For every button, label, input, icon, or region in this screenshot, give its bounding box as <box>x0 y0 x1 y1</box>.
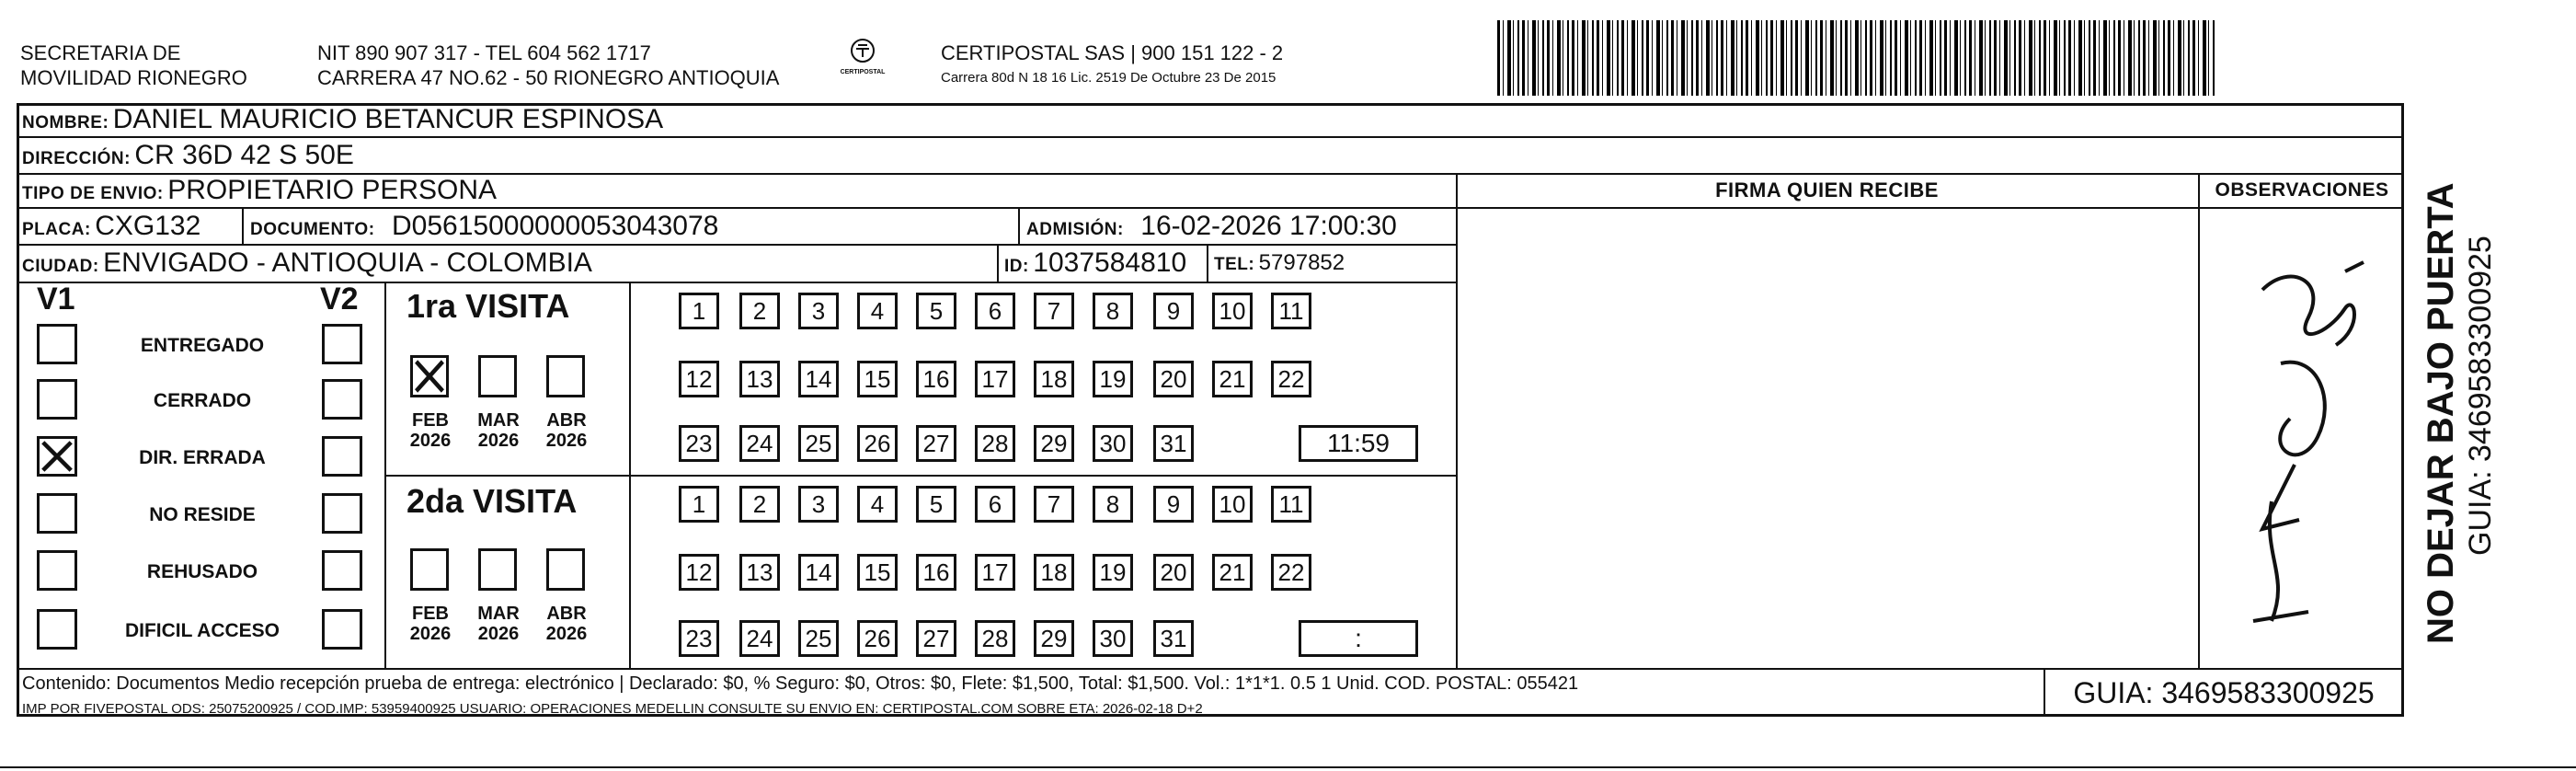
v1-checkbox-6[interactable] <box>37 609 77 650</box>
visit2-day-7[interactable]: 7 <box>1034 486 1074 523</box>
v2-checkbox-3[interactable] <box>322 436 362 477</box>
documento-cell <box>250 208 718 244</box>
visit1-day-16[interactable]: 16 <box>916 361 956 397</box>
visit2-month-mar-label: MAR 2026 <box>477 604 520 644</box>
issuer-line2: MOVILIDAD RIONEGRO <box>20 66 247 89</box>
v1-label: V1 <box>37 282 75 316</box>
visit2-day-21[interactable]: 21 <box>1212 554 1253 591</box>
visit1-day-5[interactable]: 5 <box>916 293 956 329</box>
visit1-day-22[interactable]: 22 <box>1271 361 1311 397</box>
visit2-day-5[interactable]: 5 <box>916 486 956 523</box>
visit2-day-18[interactable]: 18 <box>1034 554 1074 591</box>
placa-value: CXG132 <box>95 211 201 241</box>
nombre-label: NOMBRE: <box>22 113 109 132</box>
visit1-time-field[interactable]: 11:59 <box>1299 425 1418 462</box>
visit2-day-2[interactable]: 2 <box>739 486 780 523</box>
nit-line: NIT 890 907 317 - TEL 604 562 1717 <box>317 41 651 64</box>
visit1-day-26[interactable]: 26 <box>857 425 898 462</box>
visit1-month-feb-label: FEB 2026 <box>409 410 452 451</box>
visit1-day-17[interactable]: 17 <box>975 361 1015 397</box>
nombre-value: DANIEL MAURICIO BETANCUR ESPINOSA <box>112 104 664 134</box>
tel-cell <box>1214 245 1345 282</box>
status-label-4: NO RESIDE <box>149 504 256 525</box>
visit2-day-24[interactable]: 24 <box>739 620 780 657</box>
visit1-day-20[interactable]: 20 <box>1153 361 1194 397</box>
visit2-day-19[interactable]: 19 <box>1093 554 1133 591</box>
visit1-day-11[interactable]: 11 <box>1271 293 1311 329</box>
courier-info <box>941 40 1283 86</box>
issuer-name <box>20 40 247 90</box>
visit1-day-4[interactable]: 4 <box>857 293 898 329</box>
v2-label: V2 <box>320 282 359 316</box>
visit2-day-4[interactable]: 4 <box>857 486 898 523</box>
visit1-day-10[interactable]: 10 <box>1212 293 1253 329</box>
v1-checkbox-1[interactable] <box>37 324 77 364</box>
id-value: 1037584810 <box>1033 247 1187 278</box>
side-guia: GUIA: 3469583300925 <box>2463 236 2498 556</box>
visit1-day-12[interactable]: 12 <box>679 361 719 397</box>
visit1-day-23[interactable]: 23 <box>679 425 719 462</box>
footer-contenido: Contenido: Documentos Medio recepción prueba de entrega: electrónico | Declarado: $0, % Seguro: $0, Otros: $0, Flete: $1,500, Total: $1,500. Vol.: 1*1*1. 0.5 1 Unid. COD. POSTAL: 055421 <box>22 673 1579 694</box>
visit2-day-16[interactable]: 16 <box>916 554 956 591</box>
tipo-envio-row <box>22 174 497 207</box>
firma-header <box>1456 174 2198 207</box>
visit1-day-30[interactable]: 30 <box>1093 425 1133 462</box>
admision-value: 16-02-2026 17:00:30 <box>1140 211 1397 241</box>
v1-checkbox-5[interactable] <box>37 550 77 591</box>
admision-label: ADMISIÓN: <box>1026 220 1124 239</box>
placa-label: PLACA: <box>22 220 91 239</box>
visit2-day-26[interactable]: 26 <box>857 620 898 657</box>
visit2-month-abr-checkbox[interactable] <box>546 548 585 591</box>
courier-line: CERTIPOSTAL SAS | 900 151 122 - 2 <box>941 41 1284 64</box>
visit2-day-11[interactable]: 11 <box>1271 486 1311 523</box>
id-cell <box>1004 245 1186 282</box>
certipostal-logo <box>835 37 890 75</box>
first-visit-title: 1ra VISITA <box>406 287 570 325</box>
barcode <box>1497 20 2215 96</box>
visit1-day-27[interactable]: 27 <box>916 425 956 462</box>
id-label: ID: <box>1004 257 1029 276</box>
footer-imp: IMP POR FIVEPOSTAL ODS: 25075200925 / COD.IMP: 53959400925 USUARIO: OPERACIONES MEDELLIN CONSULTE SU ENVIO EN: CERTIPOSTAL.COM SOBRE ETA: 2026-02-18 D+2 <box>22 701 1203 717</box>
visit1-day-18[interactable]: 18 <box>1034 361 1074 397</box>
ciudad-cell <box>22 245 592 282</box>
visit1-day-21[interactable]: 21 <box>1212 361 1253 397</box>
visit1-day-6[interactable]: 6 <box>975 293 1015 329</box>
visit1-day-19[interactable]: 19 <box>1093 361 1133 397</box>
tel-value: 5797852 <box>1258 250 1345 275</box>
visit1-month-abr-checkbox[interactable] <box>546 355 585 397</box>
visit2-day-27[interactable]: 27 <box>916 620 956 657</box>
visit1-month-mar-checkbox[interactable] <box>478 355 517 397</box>
direccion-label: DIRECCIÓN: <box>22 149 131 168</box>
visit2-day-6[interactable]: 6 <box>975 486 1015 523</box>
v1-checkbox-2[interactable] <box>37 379 77 420</box>
visit1-day-13[interactable]: 13 <box>739 361 780 397</box>
address-line: CARRERA 47 NO.62 - 50 RIONEGRO ANTIOQUIA <box>317 66 780 89</box>
visit2-day-13[interactable]: 13 <box>739 554 780 591</box>
status-label-1: ENTREGADO <box>140 335 265 356</box>
visit2-day-15[interactable]: 15 <box>857 554 898 591</box>
tipo-label: TIPO DE ENVIO: <box>22 184 164 203</box>
direccion-value: CR 36D 42 S 50E <box>134 140 354 170</box>
visit1-day-25[interactable]: 25 <box>798 425 839 462</box>
v1-checkbox-3[interactable] <box>37 436 77 477</box>
visit2-month-feb-checkbox[interactable] <box>410 548 449 591</box>
tipo-value: PROPIETARIO PERSONA <box>167 175 498 205</box>
v2-checkbox-5[interactable] <box>322 550 362 591</box>
courier-sub: Carrera 80d N 18 16 Lic. 2519 De Octubre 23 De 2015 <box>941 70 1277 86</box>
status-label-2: CERRADO <box>153 390 252 411</box>
visit2-day-3[interactable]: 3 <box>798 486 839 523</box>
signature-scribble <box>2207 225 2391 658</box>
visit2-day-28[interactable]: 28 <box>975 620 1015 657</box>
no-dejar-bajo-puerta: NO DEJAR BAJO PUERTA <box>2421 182 2461 644</box>
status-label-5: REHUSADO <box>146 561 258 582</box>
visit1-day-28[interactable]: 28 <box>975 425 1015 462</box>
logo-text: CERTIPOSTAL <box>840 69 886 75</box>
observaciones-header <box>2200 174 2404 207</box>
visit2-day-22[interactable]: 22 <box>1271 554 1311 591</box>
status-label-3: DIR. ERRADA <box>139 447 266 468</box>
status-label-6: DIFICIL ACCESO <box>124 620 280 641</box>
visit1-day-2[interactable]: 2 <box>739 293 780 329</box>
visit1-month-mar-label: MAR 2026 <box>477 410 520 451</box>
issuer-contact <box>317 40 779 90</box>
visit2-day-14[interactable]: 14 <box>798 554 839 591</box>
visit1-day-3[interactable]: 3 <box>798 293 839 329</box>
visit1-day-14[interactable]: 14 <box>798 361 839 397</box>
visit1-day-8[interactable]: 8 <box>1093 293 1133 329</box>
v2-checkbox-1[interactable] <box>322 324 362 364</box>
visit1-day-31[interactable]: 31 <box>1153 425 1194 462</box>
logo-icon <box>849 37 876 64</box>
visit2-day-20[interactable]: 20 <box>1153 554 1194 591</box>
visit2-day-25[interactable]: 25 <box>798 620 839 657</box>
visit2-day-10[interactable]: 10 <box>1212 486 1253 523</box>
visit2-month-mar-checkbox[interactable] <box>478 548 517 591</box>
visit1-day-29[interactable]: 29 <box>1034 425 1074 462</box>
v2-checkbox-2[interactable] <box>322 379 362 420</box>
visit1-day-7[interactable]: 7 <box>1034 293 1074 329</box>
ciudad-label: CIUDAD: <box>22 257 99 276</box>
nombre-row <box>22 103 663 136</box>
firma-label: FIRMA QUIEN RECIBE <box>1715 178 1939 201</box>
visit2-time-field[interactable]: : <box>1299 620 1418 657</box>
visit2-day-8[interactable]: 8 <box>1093 486 1133 523</box>
admision-cell <box>1026 208 1397 244</box>
visit2-day-30[interactable]: 30 <box>1093 620 1133 657</box>
direccion-row <box>22 138 354 173</box>
visit2-day-17[interactable]: 17 <box>975 554 1015 591</box>
ciudad-value: ENVIGADO - ANTIOQUIA - COLOMBIA <box>103 247 592 278</box>
visit1-month-feb-checkbox[interactable] <box>410 355 449 397</box>
observaciones-label: OBSERVACIONES <box>2215 179 2389 201</box>
placa-cell <box>22 208 200 244</box>
visit1-day-24[interactable]: 24 <box>739 425 780 462</box>
visit1-day-1[interactable]: 1 <box>679 293 719 329</box>
visit2-day-29[interactable]: 29 <box>1034 620 1074 657</box>
visit2-month-abr-label: ABR 2026 <box>545 604 588 644</box>
documento-value: D05615000000053043078 <box>392 211 719 241</box>
second-visit-title: 2da VISITA <box>406 482 578 520</box>
visit2-day-23[interactable]: 23 <box>679 620 719 657</box>
visit1-day-9[interactable]: 9 <box>1153 293 1194 329</box>
tel-label: TEL: <box>1214 255 1255 274</box>
documento-label: DOCUMENTO: <box>250 220 375 239</box>
footer-guia: GUIA: 3469583300925 <box>2073 676 2375 709</box>
v1-checkbox-4[interactable] <box>37 493 77 534</box>
visit1-day-15[interactable]: 15 <box>857 361 898 397</box>
visit2-day-12[interactable]: 12 <box>679 554 719 591</box>
visit2-month-feb-label: FEB 2026 <box>409 604 452 644</box>
visit2-day-1[interactable]: 1 <box>679 486 719 523</box>
visit1-month-abr-label: ABR 2026 <box>545 410 588 451</box>
v2-checkbox-4[interactable] <box>322 493 362 534</box>
issuer-line1: SECRETARIA DE <box>20 41 181 64</box>
v2-checkbox-6[interactable] <box>322 609 362 650</box>
visit2-day-9[interactable]: 9 <box>1153 486 1194 523</box>
visit2-day-31[interactable]: 31 <box>1153 620 1194 657</box>
